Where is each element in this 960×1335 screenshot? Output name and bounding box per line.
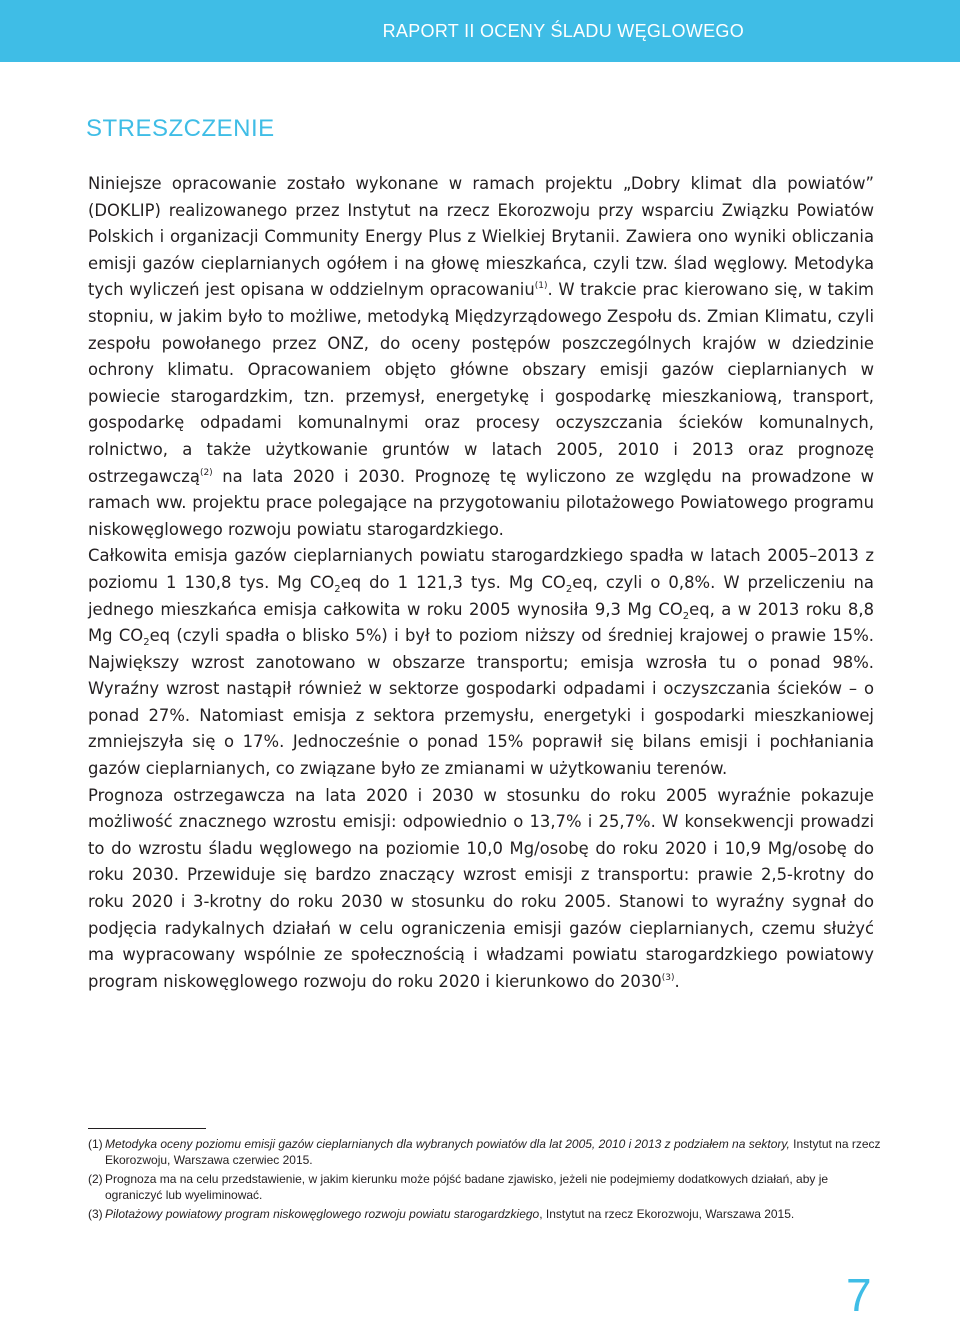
text-run: Całkowita emisja gazów cieplarnianych powiatu starogardzkiego spadła w latach 2005–2013 z poziomu 1 130,8 tys. Mg CO: [88, 546, 874, 592]
text-run: Niniejsze opracowanie zostało wykonane w ramach projektu „Dobry klimat dla powiatów” (DOKLIP) realizowanego przez Instytut na rzecz Ekorozwoju przy wsparciu Związku Powiatów Polskich i organizacji Community Energy Plus z Wielkiej Brytanii. Zawiera ono wyniki obliczania emisji gazów cieplarnianych ogółem i na głowę mieszkańca, czyli tzw. ślad węglowy. Metodyka tych wyliczeń jest opisana w oddzielnym opracowaniu: [88, 174, 874, 300]
footnote-text: Instytut na rzecz Ekorozwoju, Warszawa czerwiec 2015.: [105, 1137, 881, 1167]
footnote-divider: [88, 1128, 206, 1129]
body-text: [88, 171, 874, 995]
footnotes: [88, 1136, 888, 1225]
paragraph-2: [88, 543, 874, 782]
footnote-number: (1): [88, 1137, 103, 1151]
subscript: 2: [565, 583, 573, 595]
footnote-ref-3: (3): [661, 972, 675, 983]
footnote-text: , Instytut na rzecz Ekorozwoju, Warszawa 2015.: [539, 1207, 795, 1221]
footnote-ref-2: (2): [199, 467, 213, 478]
subscript: 2: [143, 637, 150, 649]
text-run: eq do 1 121,3 tys. Mg CO: [340, 572, 566, 592]
footnote-ref-1: (1): [534, 281, 548, 292]
footnote-2: [88, 1171, 888, 1203]
text-run: . W trakcie prac kierowano się, w takim stopniu, w jakim było to możliwe, metodyką Międzyrządowego Zespołu ds. Zmian Klimatu, czyli zespołu powołanego przez ONZ, do oceny postępów poszczególnych krajów w dziedzinie ochrony klimatu. Opracowaniem objęto główne obszary emisji gazów cieplarnianych w powiecie starogardzkim, tzn. przemysł, energetykę i gospodarkę mieszkaniową, transport, gospodarkę odpadami komunalnymi oraz procesy oczyszczania ścieków komunalnych, rolnictwo, a także użytkowanie gruntów w latach 2005, 2010 i 2013 oraz prognozę ostrzegawczą: [88, 280, 874, 486]
footnote-text: Prognoza ma na celu przedstawienie, w jakim kierunku może pójść badane zjawisko, jeżeli nie podejmiemy dodatkowych działań, aby je ograniczyć lub wyeliminować.: [105, 1172, 829, 1202]
subscript: 2: [682, 610, 690, 622]
text-run: Prognoza ostrzegawcza na lata 2020 i 2030 w stosunku do roku 2005 wyraźnie pokazuje możliwość znacznego wzrostu emisji: odpowiednio o 13,7% i 25,7%. W konsekwencji prowadzi to do wzrostu śladu węglowego na poziomie 10,0 Mg/osobę do roku 2020 i 10,9 Mg/osobę do roku 2030. Przewiduje się bardzo znaczący wzrost emisji z transportu: prawie 2,5-krotny do roku 2020 i 3-krotny do roku 2030 w stosunku do roku 2005. Stanowi to wyraźny sygnał do podjęcia radykalnych działań w celu ograniczenia emisji gazów cieplarnianych, czemu służyć ma wypracowany wspólnie ze społecznością i władzami powiatu starogardzkiego powiatowy program niskowęglowego rozwoju do roku 2020 i kierunkowo do 2030: [88, 785, 874, 991]
text-run: na lata 2020 i 2030. Prognozę tę wyliczono ze względu na prowadzone w ramach ww. projektu prace polegające na przygotowaniu pilotażowego Powiatowego programu niskowęglowego rozwoju powiatu starogardzkiego.: [88, 466, 874, 539]
running-header-title: RAPORT II OCENY ŚLADU WĘGLOWEGO: [382, 21, 744, 41]
text-run: eq, a w 2013 roku 8,8 Mg CO: [88, 599, 874, 646]
section-title: STRESZCZENIE: [86, 115, 275, 142]
text-run: eq (czyli spadła o blisko 5%) i był to poziom niższy od średniej krajowej o prawie 15%. Największy wzrost zanotowano w obszarze transportu; emisja wzrosła tu o ponad 98%. Wyraźny wzrost nastąpił również w sektorze gospodarki odpadami i oczyszczania ścieków – o ponad 27%. Natomiast emisja z sektora przemysłu, energetyki i gospodarki mieszkaniowej zmniejszyła się o 17%. Jednocześnie o ponad 15% poprawił się bilans emisji i pochłaniania gazów cieplarnianych, co związane było ze zmianami w użytkowaniu terenów.: [88, 626, 874, 779]
subscript: 2: [334, 583, 341, 595]
footnote-italic: Pilotażowy powiatowy program niskowęglowego rozwoju powiatu starogardzkiego: [105, 1207, 540, 1221]
footnote-number: (2): [88, 1172, 103, 1186]
text-run: .: [674, 971, 680, 991]
paragraph-3: [88, 783, 874, 996]
text-run: eq, czyli o 0,8%. W przeliczeniu na jednego mieszkańca emisja całkowita w roku 2005 wynosiła 9,3 Mg CO: [88, 572, 874, 619]
paragraph-1: [88, 171, 874, 543]
header-band: [0, 0, 960, 62]
footnote-1: [88, 1136, 888, 1168]
page-number: 7: [846, 1269, 872, 1321]
footnote-3: [88, 1206, 888, 1222]
footnote-italic: Metodyka oceny poziomu emisji gazów cieplarnianych dla wybranych powiatów dla lat 2005, 2010 i 2013 z podziałem na sektory,: [105, 1137, 790, 1151]
footnote-number: (3): [88, 1207, 103, 1221]
